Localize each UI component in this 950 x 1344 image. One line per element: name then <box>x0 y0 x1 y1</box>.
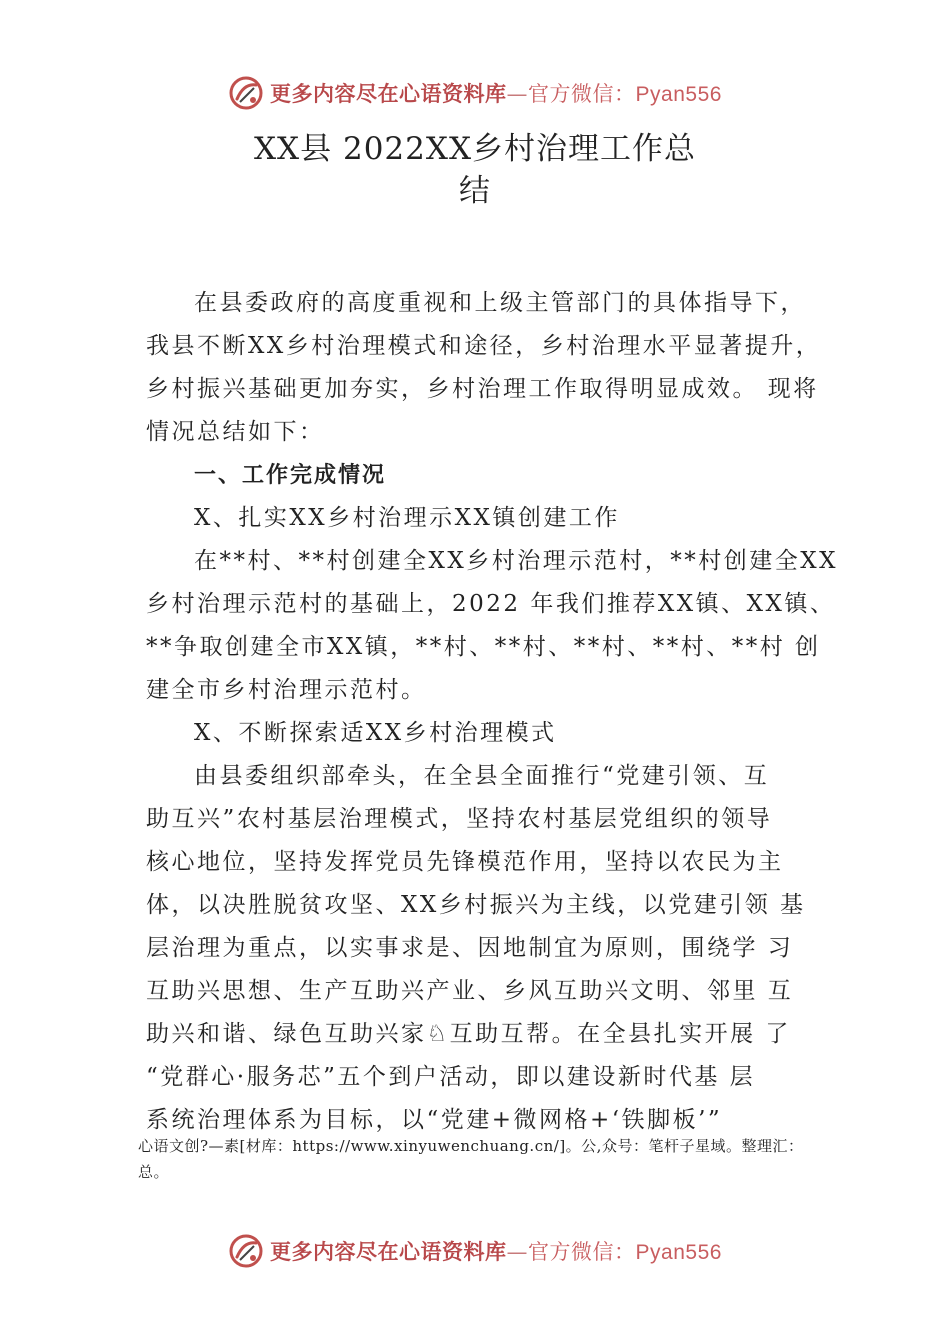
paragraph-line: 助互兴”农村基层治理模式，坚持农村基层党组织的领导 <box>146 806 773 832</box>
paragraph-line: 建全市乡村治理示范村。 <box>146 677 427 703</box>
bottom-banner <box>0 1228 950 1274</box>
paragraph-line: 系统治理体系为目标，以“党建+微网格+‘铁脚板’” <box>146 1107 723 1133</box>
subheading: X、扎实XX乡村治理示XX镇创建工作 <box>194 505 620 531</box>
paragraph-line: 在县委政府的高度重视和上级主管部门的具体指导下， <box>194 290 806 316</box>
banner-main-text: 更多内容尽在心语资料库 <box>270 82 507 106</box>
paragraph-line: 核心地位，坚持发挥党员先锋模范作用，坚持以农民为主 <box>146 849 784 875</box>
section-heading: 一、工作完成情况 <box>194 463 387 488</box>
paragraph-line: **争取创建全市XX镇，**村、**村、**村、**村、**村 创 <box>146 634 821 660</box>
paragraph-line: 互助兴思想、生产互助兴产业、乡风互助兴文明、邻里 互 <box>146 978 794 1004</box>
footer-note-line-1: 心语文创?—素[材库：https://www.xinyuwenchuang.cn/]。公,众号：笔杆子星域。整理汇： <box>138 1137 804 1155</box>
paragraph-line: 情况总结如下： <box>146 419 325 445</box>
footer-note <box>138 1133 858 1185</box>
banner-wechat-id: Pyan556 <box>635 1241 722 1264</box>
banner-text <box>270 1236 722 1266</box>
library-logo-icon <box>228 1233 264 1269</box>
banner-separator: — <box>506 1240 529 1264</box>
paragraph-line: 由县委组织部牵头，在全县全面推行“党建引领、互 <box>194 763 770 789</box>
banner-main-text: 更多内容尽在心语资料库 <box>270 1240 507 1264</box>
banner-wechat-id: Pyan556 <box>635 83 722 106</box>
paragraph-line: “党群心·服务芯”五个到户活动，即以建设新时代基 层 <box>146 1064 756 1090</box>
library-logo-icon <box>228 75 264 111</box>
banner-wechat-label: 官方微信： <box>528 82 636 106</box>
banner-text <box>270 78 722 108</box>
top-banner <box>0 70 950 116</box>
title-line-2: 结 <box>459 173 491 209</box>
paragraph-line: 层治理为重点，以实事求是、因地制宜为原则，围绕学 习 <box>146 935 794 961</box>
paragraph-line: 乡村治理示范村的基础上，2022 年我们推荐XX镇、XX镇、 <box>146 591 836 617</box>
subheading: X、不断探索适XX乡村治理模式 <box>194 720 557 746</box>
paragraph-line: 助兴和谐、绿色互助兴家♘互助互帮。在全县扎实开展 了 <box>146 1021 791 1047</box>
banner-wechat-label: 官方微信： <box>528 1240 636 1264</box>
paragraph-line: 体，以决胜脱贫攻坚、XX乡村振兴为主线，以党建引领 基 <box>146 892 806 918</box>
paragraph-line: 在**村、**村创建全XX乡村治理示范村，**村创建全XX <box>194 548 838 574</box>
footer-note-line-2: 总。 <box>138 1163 170 1181</box>
paragraph-line: 我县不断XX乡村治理模式和途径，乡村治理水平显著提升， <box>146 333 822 359</box>
paragraph-line: 乡村振兴基础更加夯实，乡村治理工作取得明显成效。 现将 <box>146 376 819 402</box>
document-title <box>0 128 950 212</box>
document-body <box>146 282 836 1142</box>
title-line-1: XX县 2022XX乡村治理工作总 <box>253 131 697 167</box>
banner-separator: — <box>506 82 529 106</box>
